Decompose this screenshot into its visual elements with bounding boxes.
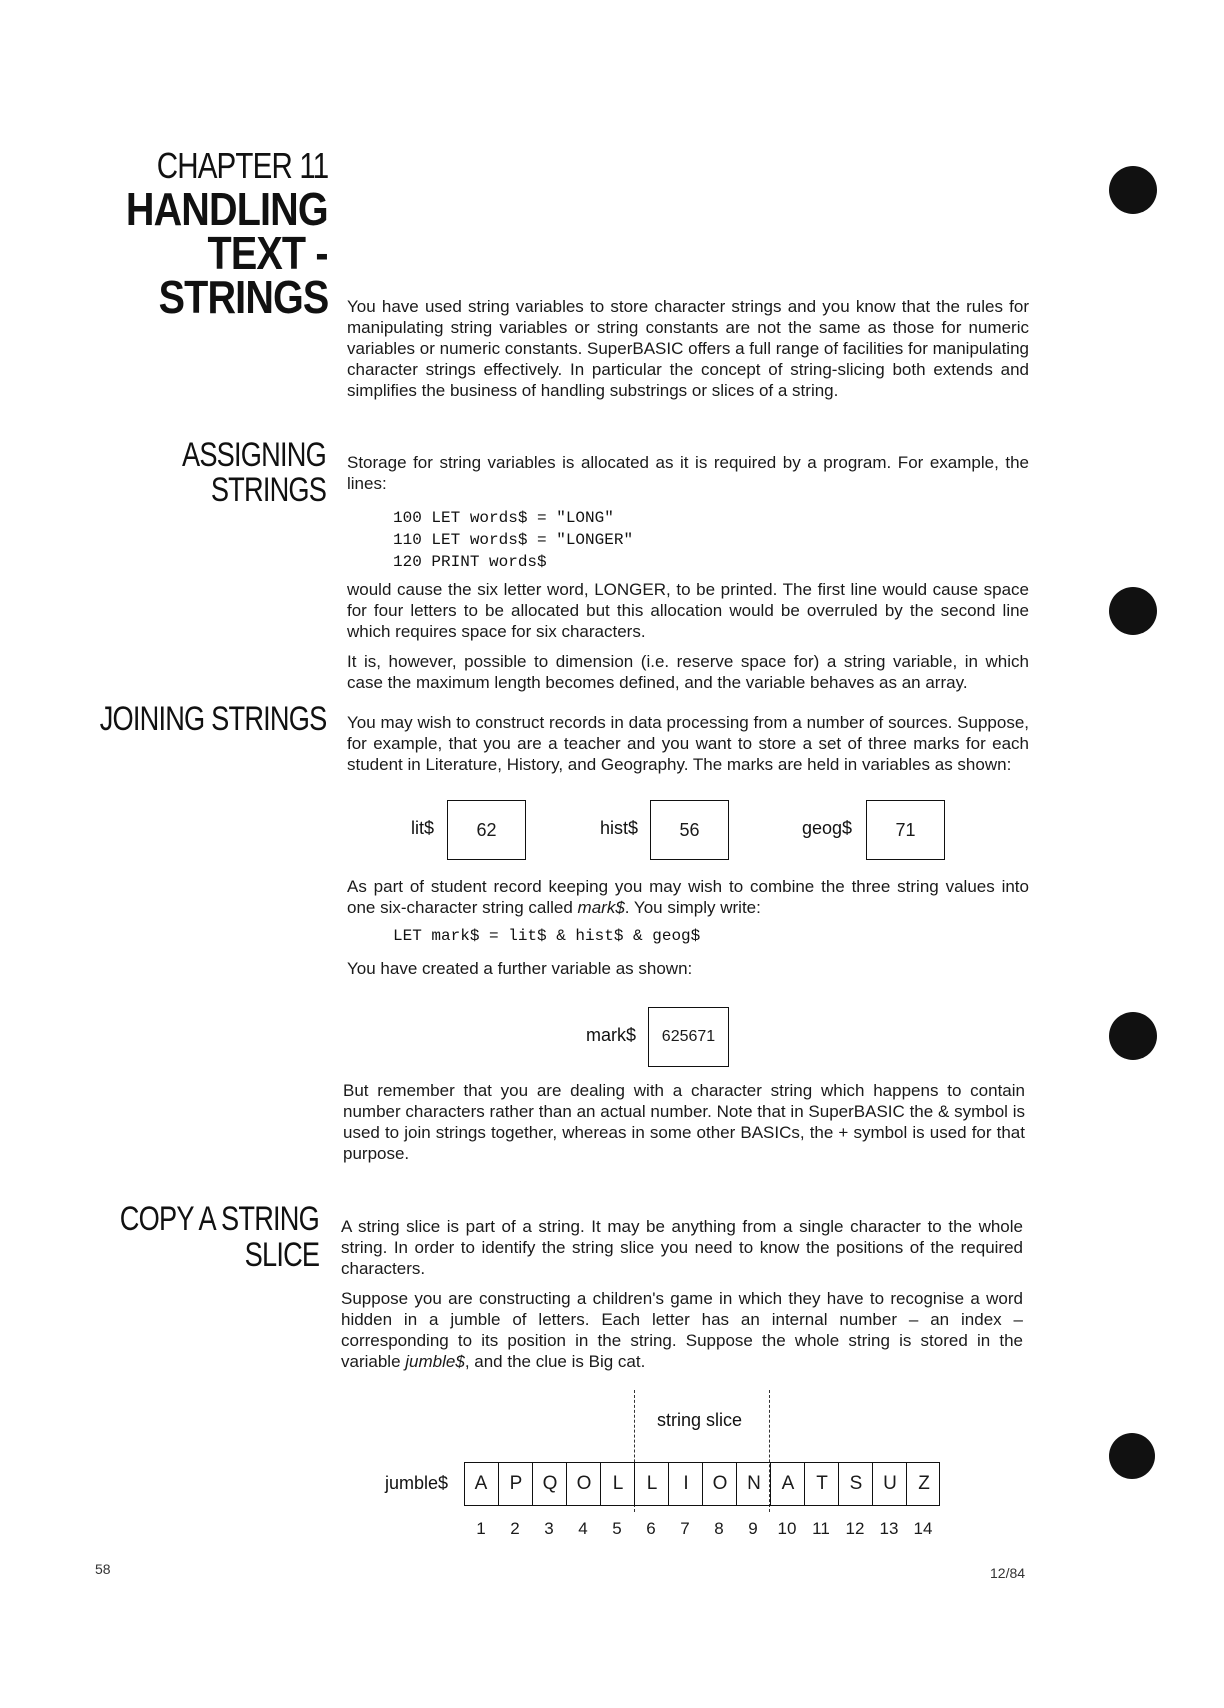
- slice-label: string slice: [657, 1410, 743, 1430]
- join-code-line: LET mark$ = lit$ & hist$ & geog$: [393, 927, 701, 945]
- assigning-paragraph-3: It is, however, possible to dimension (i.e. reserve space for) a string variable, in which case the maximum length becomes defined, and the variable behaves as an array.: [347, 652, 1029, 692]
- copy-heading-line-2: SLICE: [244, 1236, 319, 1274]
- code-line-120: 120 PRINT words$: [393, 553, 547, 571]
- binder-hole-1: [1109, 166, 1157, 214]
- jumble-index-3: 3: [544, 1519, 554, 1538]
- jumble-cell-10: A: [770, 1462, 805, 1506]
- jumble-index-6: 6: [646, 1519, 656, 1538]
- code-line-100: 100 LET words$ = "LONG": [393, 509, 614, 527]
- var-box-geog: 71: [866, 800, 945, 860]
- binder-hole-4: [1109, 1433, 1155, 1479]
- jumble-index-9: 9: [748, 1519, 758, 1538]
- jumble-cell-14: Z: [906, 1462, 941, 1506]
- chapter-title-line-2: TEXT -: [207, 227, 328, 279]
- jumble-cell-2: P: [498, 1462, 533, 1506]
- footer-date: 12/84: [990, 1565, 1026, 1581]
- jumble-cell-12: S: [838, 1462, 873, 1506]
- jumble-label: jumble$: [385, 1473, 449, 1493]
- jumble-cell-13: U: [872, 1462, 907, 1506]
- jumble-cell-7: I: [668, 1462, 703, 1506]
- jumble-cell-5: L: [600, 1462, 635, 1506]
- jumble-index-7: 7: [680, 1519, 690, 1538]
- joining-paragraph-1: You may wish to construct records in data processing from a number of sources. Suppose, for example, that you are a teacher and you want to store a set of three marks for each student in Literature, History, and Geography. The marks are held in variables as shown:: [347, 713, 1029, 774]
- var-label-geog: geog$: [802, 818, 853, 838]
- jumble-cell-1: A: [474, 1473, 488, 1494]
- jumble-index-5: 5: [612, 1519, 622, 1538]
- intro-paragraph: You have used string variables to store character strings and you know that the rules for manipulating string variables or string constants are not the same as those for numeric variables or numeric constants. SuperBASIC offers a full range of facilities for manipulating character strings effectively. In particular the concept of string-slicing both extends and simplifies the business of handling substrings or slices of a string.: [347, 297, 1029, 400]
- jumble-cell-3: Q: [532, 1462, 567, 1506]
- mark-label: mark$: [586, 1025, 637, 1045]
- jumble-index-2: 2: [510, 1519, 520, 1538]
- copy-paragraph-1: A string slice is part of a string. It may be anything from a single character to the whole string. In order to identify the string slice you need to know the positions of the required characters.: [341, 1217, 1023, 1278]
- joining-paragraph-4: But remember that you are dealing with a character string which happens to contain number characters rather than an actual number. Note that in SuperBASIC the & symbol is used to join strings together, whereas in some other BASICs, the + symbol is used for that purpose.: [343, 1081, 1025, 1163]
- assigning-paragraph-2: would cause the six letter word, LONGER, to be printed. The first line would cause space for four letters to be allocated but this allocation would be overruled by the second line which requires space for six characters.: [347, 580, 1029, 641]
- jumble-index-13: 13: [879, 1519, 899, 1538]
- joining-heading: JOINING STRINGS: [99, 700, 326, 738]
- chapter-title-line-3: STRINGS: [158, 271, 328, 323]
- joining-p2-before: As part of student record keeping you may wish to combine the three string values into one six-character string called: [347, 877, 1029, 917]
- jumble-cell-4: O: [566, 1462, 601, 1506]
- jumble-index-11: 11: [812, 1519, 830, 1538]
- var-box-lit: 62: [447, 800, 526, 860]
- chapter-label: CHAPTER 11: [156, 145, 328, 186]
- jumble-index-14: 14: [913, 1519, 933, 1538]
- copy-paragraph-2: [341, 1288, 1023, 1372]
- joining-paragraph-2: [347, 876, 1029, 918]
- joining-p2-after: . You simply write:: [624, 898, 761, 917]
- jumble-index-1: 1: [476, 1519, 486, 1538]
- joining-paragraph-3: You have created a further variable as shown:: [347, 959, 693, 978]
- assigning-heading-line-2: STRINGS: [210, 471, 326, 509]
- mark-box: 625671: [648, 1007, 729, 1067]
- jumble-cell-9: N: [736, 1462, 771, 1506]
- assigning-heading-line-1: ASSIGNING: [182, 436, 326, 474]
- binder-hole-2: [1109, 587, 1157, 635]
- copy-p2-after: , and the clue is Big cat.: [464, 1352, 646, 1371]
- jumble-index-10: 10: [777, 1519, 797, 1538]
- var-label-hist: hist$: [600, 818, 639, 838]
- jumble-index-12: 12: [845, 1519, 865, 1538]
- copy-p2-var: jumble$: [405, 1352, 465, 1371]
- var-box-hist: 56: [650, 800, 729, 860]
- jumble-cell-11: T: [804, 1462, 839, 1506]
- jumble-cell-6: L: [634, 1462, 669, 1506]
- jumble-index-8: 8: [714, 1519, 724, 1538]
- binder-hole-3: [1109, 1012, 1157, 1060]
- page-number: 58: [95, 1561, 111, 1577]
- joining-p2-var: mark$: [577, 898, 625, 917]
- chapter-title-line-1: HANDLING: [126, 183, 328, 235]
- var-label-lit: lit$: [411, 818, 435, 838]
- copy-heading-line-1: COPY A STRING: [119, 1200, 319, 1238]
- assigning-paragraph-1: Storage for string variables is allocated as it is required by a program. For example, the lines:: [347, 453, 1029, 493]
- jumble-cell-8: O: [702, 1462, 737, 1506]
- jumble-index-4: 4: [578, 1519, 588, 1538]
- code-line-110: 110 LET words$ = "LONGER": [393, 531, 634, 549]
- copy-p2-before: Suppose you are constructing a children's game in which they have to recognise a word hidden in a jumble of letters. Each letter has an internal number – an index – corresponding to its position in the string. Suppose the whole string is stored in the variable: [341, 1289, 1023, 1371]
